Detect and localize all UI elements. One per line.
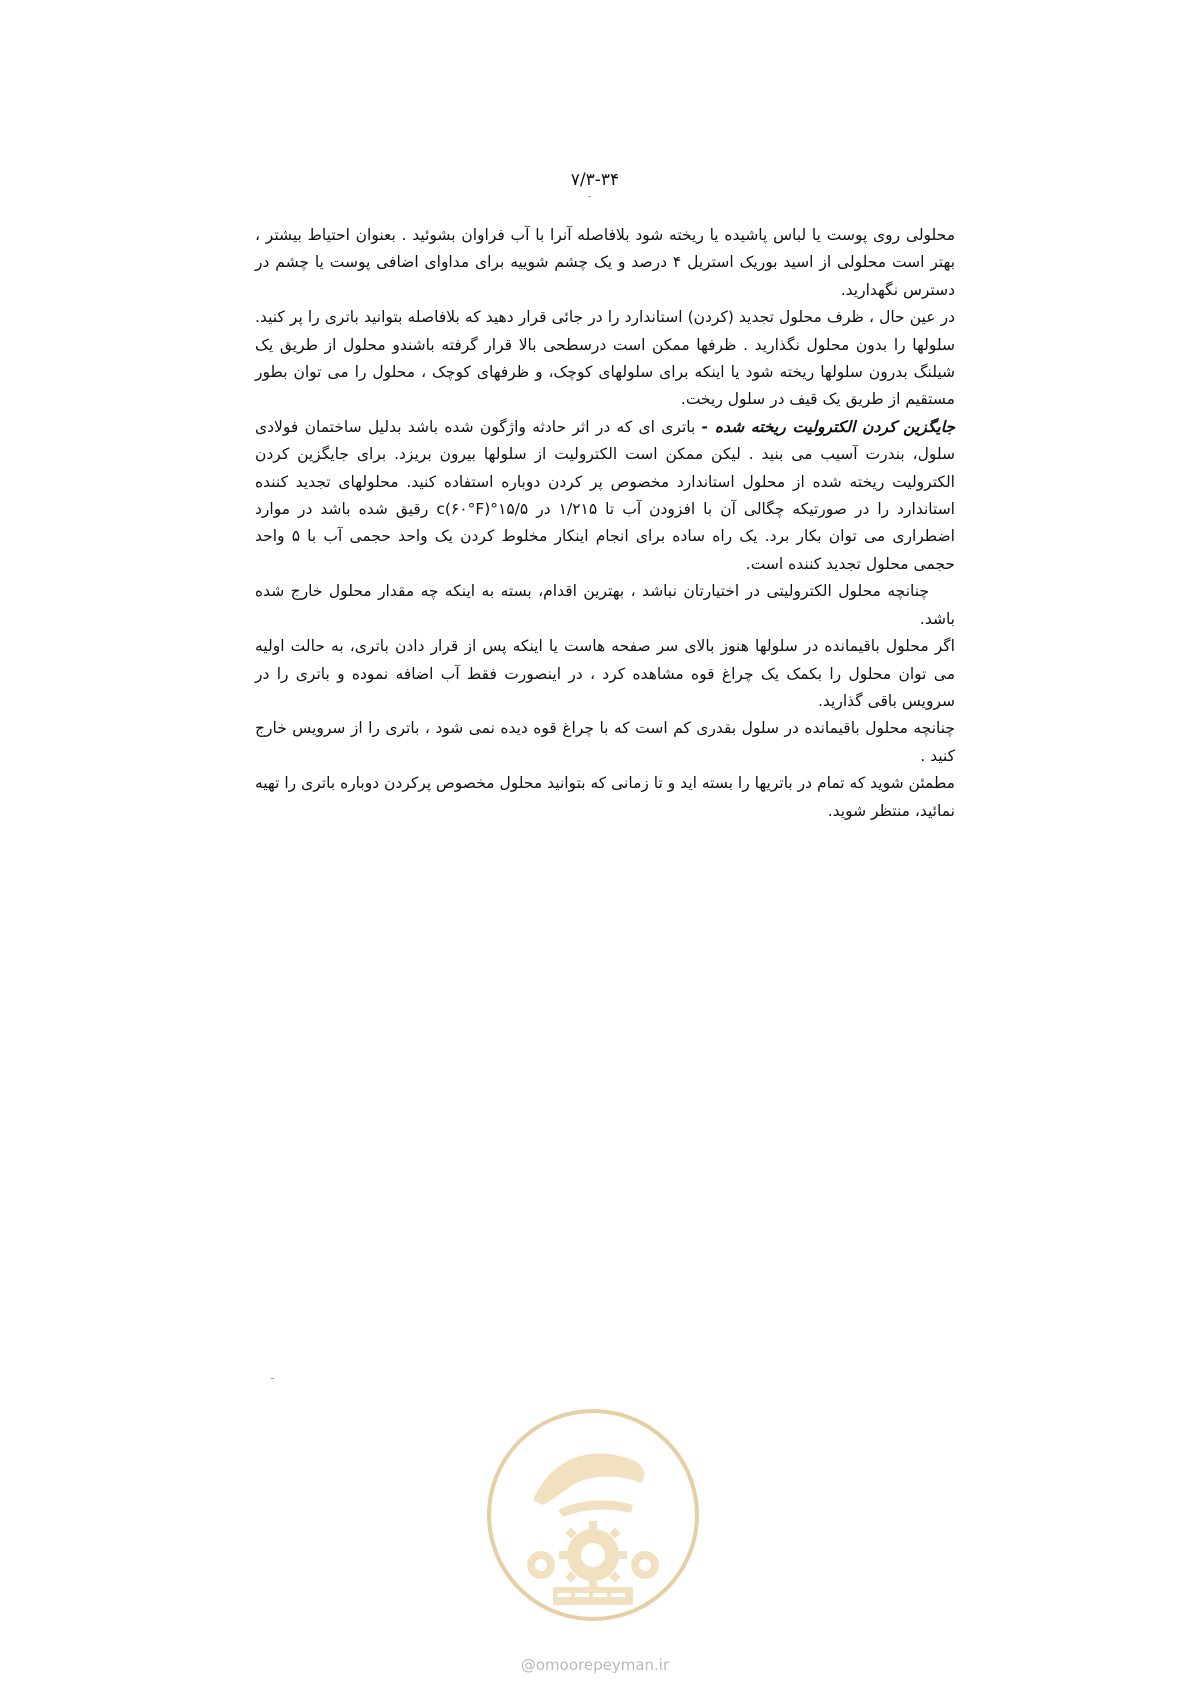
paragraph-replace-electrolyte [255, 414, 955, 578]
section-text: باتری ای که در اثر حادثه واژگون شده باشد بدلیل ساختمان فولادی سلول، بندرت آسیب می بنید . لیکن ممکن است الکترولیت از سلولها بیرون بریزد. برای جایگزین کردن الکترولیت ریخته شده از محلول استاندارد مخصوص پر کردن دوباره استفاده کنید. محلولهای تجدید کننده استاندارد را در صورتیکه چگالی آن با افزودن آب تا ۱/۲۱۵ در ۱۵/۵°c(۶۰°F) رقیق شده باشد در موارد اضطراری می توان بکار برد. یک راه ساده برای انجام اینکار مخلوط کردن یک واحد حجمی آب با ۵ واحد حجمی محلول تجدید کننده است. [255, 417, 955, 573]
paragraph-remaining-low: چنانچه محلول باقیمانده در سلول بقدری کم است که با چراغ قوه دیده نمی شود ، باتری را از سرویس خارج کنید . [255, 719, 955, 765]
paragraph-remaining-above-plates: اگر محلول باقیمانده در سلولها هنوز بالای سر صفحه هاست یا اینکه پس از قرار دادن باتری، به حالت اولیه می توان محلول را بکمک یک چراغ قوه مشاهده کرد ، در اینصورت فقط آب اضافه نموده و باتری را در سرویس باقی گذارید. [255, 637, 955, 710]
watermark-url: @omoorepeyman.ir [520, 1656, 670, 1674]
section-heading: جایگزین کردن الکترولیت ریخته شده - [701, 417, 956, 436]
paragraph-refill-container: در عین حال ، ظرف محلول تجدید (کردن) استاندارد را در جائی قرار دهید که بلافاصله بتوانید باتری را پر کنید. سلولها را بدون محلول نگذارید . ظرفها ممکن است درسطحی بالا قرار گرفته باشندو محلول از طریق یک شیلنگ بدرون سلولها ریخته شود یا اینکه برای سلولهای کوچک، و ظرفهای کوچک ، محلول را می توان بطور مستقیم از طریق یک قیف در سلول ریخت. [255, 308, 955, 409]
watermark-seal [483, 1405, 703, 1625]
paragraph-close-caps: مطمئن شوید که تمام در باتریها را بسته اید و تا زمانی که بتوانید محلول مخصوص پرکردن دوباره باتری را تهیه نمائید، منتظر شوید. [255, 774, 955, 820]
page-number: ۷/۳-۳۴ [570, 170, 620, 190]
scan-speck [588, 196, 591, 197]
paragraph-no-electrolyte: چنانچه محلول الکترولیتی در اختیارتان نباشد ، بهترین اقدام، بسته به اینکه چه مقدار محلول خارج شده باشد. [255, 582, 955, 628]
paragraph-safety: محلولی روی پوست یا لباس پاشیده یا ریخته شود بلافاصله آنرا با آب فراوان بشوئید . بعنوان احتیاط بیشتر ، بهتر است محلولی از اسید بوریک استریل ۴ درصد و یک چشم شوییه برای مداوای اضافی پوست یا چشم در دسترس نگهدارید. [255, 226, 956, 299]
document-body [255, 222, 955, 825]
scan-speck [271, 1378, 274, 1379]
